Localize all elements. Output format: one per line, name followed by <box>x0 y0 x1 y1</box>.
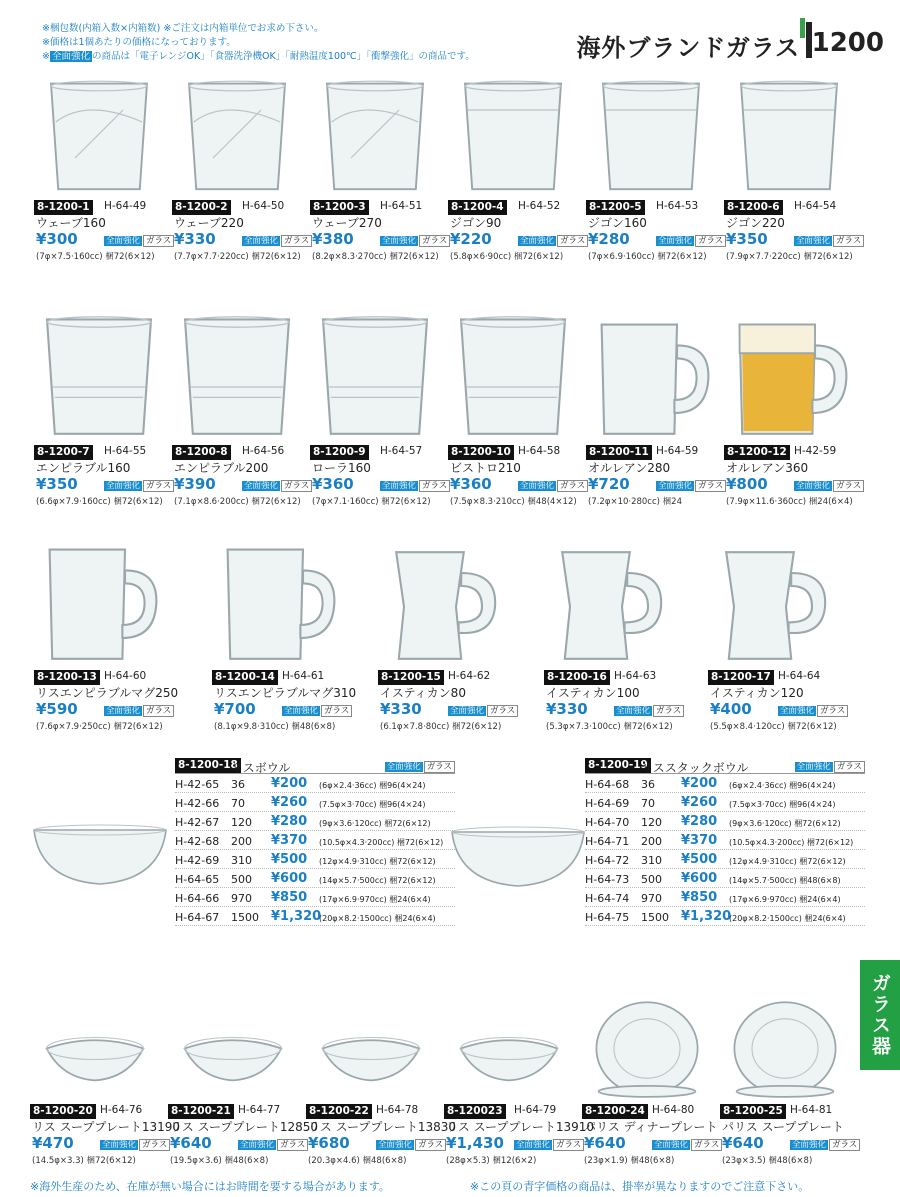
table-row <box>585 795 865 812</box>
product-name: ジゴン160 <box>588 216 647 230</box>
product-hcode: H-64-61 <box>282 670 325 682</box>
bowl-title <box>585 758 865 774</box>
product-code: 8-1200-12 <box>724 445 790 460</box>
tea-glass-icon <box>544 534 682 664</box>
product-price: ¥720 <box>588 475 630 493</box>
row-price: ¥280 <box>681 814 718 829</box>
product-code: 8-1200-7 <box>34 445 93 460</box>
product-name: イスティカン80 <box>380 686 466 700</box>
row-spec: (9φ×3.6·120cc) 梱72(6×12) <box>729 819 841 828</box>
product-hcode: H-64-77 <box>238 1104 281 1116</box>
product-spec: (5.5φ×8.4·120cc) 梱72(6×12) <box>710 722 837 732</box>
product-hcode: H-64-64 <box>778 670 821 682</box>
product-price: ¥300 <box>36 230 78 248</box>
row-size: 70 <box>231 797 245 810</box>
product-item <box>306 988 457 1178</box>
header-accent <box>800 18 805 38</box>
row-spec: (20φ×8.2·1500cc) 梱24(6×4) <box>729 914 846 923</box>
product-name: オルレアン280 <box>588 461 671 475</box>
row-size: 120 <box>231 816 252 829</box>
material-tag: 全面強化 ガラス <box>518 479 588 491</box>
soup-plate-icon <box>30 988 168 1098</box>
row-hcode: H-64-72 <box>585 854 630 867</box>
product-item <box>378 534 516 744</box>
product-name: ローラ160 <box>312 461 371 475</box>
product-item <box>30 988 181 1178</box>
row-size: 36 <box>641 778 655 791</box>
glass-bistro-icon <box>448 309 586 439</box>
product-item <box>212 534 357 744</box>
product-item <box>586 74 724 274</box>
row-price: ¥600 <box>271 871 308 886</box>
product-hcode: H-64-50 <box>242 200 285 212</box>
glass-gigogne-icon <box>586 74 724 194</box>
product-hcode: H-64-56 <box>242 445 285 457</box>
product-spec: (19.5φ×3.6) 梱48(6×8) <box>170 1156 269 1166</box>
beer-mug-full-icon <box>724 309 862 439</box>
product-code: 8-1200-16 <box>544 670 610 685</box>
row-price: ¥600 <box>681 871 718 886</box>
product-code: 8-1200-13 <box>34 670 100 685</box>
product-name: エンピラブル200 <box>174 461 269 475</box>
product-hcode: H-64-76 <box>100 1104 143 1116</box>
glass-gigogne-icon <box>724 74 862 194</box>
product-name: ビストロ210 <box>450 461 521 475</box>
row-spec: (6φ×2.4·36cc) 梱96(4×24) <box>319 781 426 790</box>
row-spec: (20φ×8.2·1500cc) 梱24(6×4) <box>319 914 436 923</box>
product-hcode: H-64-53 <box>656 200 699 212</box>
product-hcode: H-42-59 <box>794 445 837 457</box>
row-price: ¥370 <box>271 833 308 848</box>
product-hcode: H-64-78 <box>376 1104 419 1116</box>
material-tag: 全面強化 ガラス <box>242 479 312 491</box>
material-tag: 全面強化 ガラス <box>794 234 864 246</box>
material-tag: 全面強化 ガラス <box>376 1138 446 1150</box>
glass-lola-icon <box>310 309 448 439</box>
product-price: ¥330 <box>174 230 216 248</box>
product-code: 8-1200-3 <box>310 200 369 215</box>
product-spec: (7.7φ×7.7·220cc) 梱72(6×12) <box>174 252 301 262</box>
product-price: ¥330 <box>546 700 588 718</box>
product-price: ¥380 <box>312 230 354 248</box>
product-name: リスエンピラブルマグ250 <box>36 686 179 700</box>
product-spec: (14.5φ×3.3) 梱72(6×12) <box>32 1156 136 1166</box>
product-price: ¥360 <box>450 475 492 493</box>
product-hcode: H-64-57 <box>380 445 423 457</box>
product-spec: (7.9φ×7.7·220cc) 梱72(6×12) <box>726 252 853 262</box>
table-row <box>585 871 865 888</box>
product-name: イスティカン100 <box>546 686 640 700</box>
product-item <box>172 74 310 274</box>
row-spec: (7.5φ×3·70cc) 梱96(4×24) <box>319 800 426 809</box>
product-code: 8-1200-6 <box>724 200 783 215</box>
product-spec: (7.9φ×11.6·360cc) 梱24(6×4) <box>726 497 853 507</box>
material-tag: 全面強化 ガラス <box>104 704 174 716</box>
product-item <box>724 74 862 274</box>
table-row <box>175 909 455 926</box>
row-price: ¥1,320 <box>271 909 322 924</box>
row-spec: (17φ×6.9·970cc) 梱24(6×4) <box>729 895 841 904</box>
product-item <box>448 74 586 274</box>
row-price: ¥500 <box>681 852 718 867</box>
page-number: 1200 <box>811 28 884 58</box>
row-size: 1500 <box>231 911 259 924</box>
product-price: ¥400 <box>710 700 752 718</box>
table-row <box>175 852 455 869</box>
row-hcode: H-42-69 <box>175 854 220 867</box>
product-price: ¥800 <box>726 475 768 493</box>
material-tag: 全面強化 ガラス <box>242 234 312 246</box>
row-size: 500 <box>641 873 662 886</box>
product-hcode: H-64-51 <box>380 200 423 212</box>
product-hcode: H-64-52 <box>518 200 561 212</box>
table-row <box>175 890 455 907</box>
product-spec: (5.8φ×6·90cc) 梱72(6×12) <box>450 252 564 262</box>
row-price: ¥260 <box>681 795 718 810</box>
product-item <box>34 74 172 274</box>
material-tag: 全面強化 ガラス <box>778 704 848 716</box>
product-spec: (7.2φ×10·280cc) 梱24 <box>588 497 682 507</box>
product-name: リスボウル <box>231 761 291 775</box>
product-name: ウェーブ160 <box>36 216 106 230</box>
product-code: 8-1200-2 <box>172 200 231 215</box>
row-spec: (10.5φ×4.3·200cc) 梱72(6×12) <box>729 838 854 847</box>
row-size: 70 <box>641 797 655 810</box>
product-code: 8-1200-11 <box>586 445 652 460</box>
row-hcode: H-42-68 <box>175 835 220 848</box>
row-hcode: H-64-65 <box>175 873 220 886</box>
glass-wave-icon <box>34 74 172 194</box>
product-code: 8-1200-24 <box>582 1104 648 1119</box>
glass-stack-icon <box>34 309 172 439</box>
glass-wave-icon <box>172 74 310 194</box>
row-hcode: H-64-69 <box>585 797 630 810</box>
product-item <box>310 74 448 274</box>
product-item <box>34 309 172 519</box>
product-name: パリス ディナープレート <box>584 1120 718 1134</box>
row-hcode: H-64-70 <box>585 816 630 829</box>
product-code: 8-1200-22 <box>306 1104 372 1119</box>
row-hcode: H-42-65 <box>175 778 220 791</box>
row-price: ¥200 <box>271 776 308 791</box>
product-code: 8-1200-10 <box>448 445 514 460</box>
material-tag: 全面強化 ガラス <box>104 479 174 491</box>
row-size: 970 <box>231 892 252 905</box>
table-row <box>175 776 455 793</box>
tea-glass-icon <box>378 534 516 664</box>
row-price: ¥1,320 <box>681 909 732 924</box>
material-tag: 全面強化 ガラス <box>104 234 174 246</box>
product-spec: (23φ×3.5) 梱48(6×8) <box>722 1156 813 1166</box>
product-price: ¥330 <box>380 700 422 718</box>
product-price: ¥220 <box>450 230 492 248</box>
product-price: ¥640 <box>584 1134 626 1152</box>
material-tag: 全面強化 ガラス <box>790 1138 860 1150</box>
table-row <box>585 890 865 907</box>
row-price: ¥370 <box>681 833 718 848</box>
product-price: ¥360 <box>312 475 354 493</box>
material-tag: 全面強化 ガラス <box>282 704 352 716</box>
product-item <box>448 309 586 519</box>
product-name: リスエンピラブルマグ310 <box>214 686 357 700</box>
product-hcode: H-64-55 <box>104 445 147 457</box>
row-price: ¥200 <box>681 776 718 791</box>
product-spec: (28φ×5.3) 梱12(6×2) <box>446 1156 537 1166</box>
product-hcode: H-64-81 <box>790 1104 833 1116</box>
row-hcode: H-64-68 <box>585 778 630 791</box>
product-name: リス スーププレート13830 <box>308 1120 457 1134</box>
tea-glass-icon <box>708 534 846 664</box>
product-hcode: H-64-49 <box>104 200 147 212</box>
product-code: 8-1200-17 <box>708 670 774 685</box>
product-code: 8-1200-21 <box>168 1104 234 1119</box>
product-hcode: H-64-59 <box>656 445 699 457</box>
dinner-plate-icon <box>720 988 858 1098</box>
table-row <box>175 795 455 812</box>
product-item <box>310 309 448 519</box>
product-hcode: H-64-58 <box>518 445 561 457</box>
dinner-plate-icon <box>582 988 720 1098</box>
material-tag: 全面強化 ガラス <box>652 1138 722 1150</box>
product-spec: (8.2φ×8.3·270cc) 梱72(6×12) <box>312 252 439 262</box>
row-spec: (9φ×3.6·120cc) 梱72(6×12) <box>319 819 431 828</box>
product-name: ジゴン220 <box>726 216 785 230</box>
material-tag: 全面強化 ガラス <box>448 704 518 716</box>
product-name: リス スーププレート13910 <box>446 1120 595 1134</box>
product-price: ¥1,430 <box>446 1134 504 1152</box>
row-spec: (10.5φ×4.3·200cc) 梱72(6×12) <box>319 838 444 847</box>
product-code: 8-1200-19 <box>585 758 651 773</box>
row-hcode: H-64-66 <box>175 892 220 905</box>
product-price: ¥470 <box>32 1134 74 1152</box>
product-name: イスティカン120 <box>710 686 804 700</box>
row-hcode: H-64-74 <box>585 892 630 905</box>
product-name: リス スーププレート13190 <box>32 1120 181 1134</box>
footer-note: ※この頁の青字価格の商品は、掛率が異なりますのでご注意下さい。 <box>470 1180 810 1193</box>
bowl-icon <box>30 820 170 894</box>
row-hcode: H-64-67 <box>175 911 220 924</box>
row-hcode: H-64-75 <box>585 911 630 924</box>
product-item <box>708 534 846 744</box>
row-price: ¥280 <box>271 814 308 829</box>
product-spec: (7.6φ×7.9·250cc) 梱72(6×12) <box>36 722 163 732</box>
product-price: ¥680 <box>308 1134 350 1152</box>
note-line: ※ 全面強化 の商品は「電子レンジOK」「食器洗浄機OK」「耐熱温度100℃」「衝撃強化」の商品です。 <box>42 51 475 62</box>
product-code: 8-1200-20 <box>30 1104 96 1119</box>
table-row <box>175 833 455 850</box>
product-item <box>444 988 595 1178</box>
mug-icon <box>212 534 350 664</box>
material-tag: 全面強化 ガラス <box>385 760 455 772</box>
product-name: ジゴン90 <box>450 216 502 230</box>
row-size: 120 <box>641 816 662 829</box>
row-spec: (12φ×4.9·310cc) 梱72(6×12) <box>729 857 846 866</box>
row-size: 500 <box>231 873 252 886</box>
glass-stack-icon <box>172 309 310 439</box>
product-item <box>582 988 720 1178</box>
row-spec: (14φ×5.7·500cc) 梱72(6×12) <box>319 876 436 885</box>
product-hcode: H-64-54 <box>794 200 837 212</box>
product-price: ¥640 <box>722 1134 764 1152</box>
product-item <box>172 309 310 519</box>
note-line: ※価格は1個あたりの価格になっております。 <box>42 37 236 48</box>
glass-gigogne-icon <box>448 74 586 194</box>
product-hcode: H-64-62 <box>448 670 491 682</box>
bowl-table <box>585 758 865 928</box>
mug-icon <box>34 534 172 664</box>
table-row <box>585 852 865 869</box>
product-name: リススタックボウル <box>641 761 749 775</box>
product-code: 8-1200-14 <box>212 670 278 685</box>
product-name: オルレアン360 <box>726 461 809 475</box>
soup-plate-icon <box>306 988 444 1098</box>
material-tag: 全面強化 ガラス <box>100 1138 170 1150</box>
product-name: リス スーププレート12850 <box>170 1120 319 1134</box>
bowl-icon <box>448 822 588 896</box>
product-item <box>544 534 682 744</box>
note-badge: 全面強化 <box>51 51 90 62</box>
row-size: 1500 <box>641 911 669 924</box>
product-spec: (7φ×7.1·160cc) 梱72(6×12) <box>312 497 431 507</box>
product-spec: (5.3φ×7.3·100cc) 梱72(6×12) <box>546 722 673 732</box>
table-row <box>175 814 455 831</box>
product-price: ¥350 <box>726 230 768 248</box>
product-name: パリス スーププレート <box>722 1120 844 1134</box>
row-price: ¥500 <box>271 852 308 867</box>
bowl-title <box>175 758 455 774</box>
product-name: エンピラブル160 <box>36 461 131 475</box>
glass-wave-icon <box>310 74 448 194</box>
row-spec: (12φ×4.9·310cc) 梱72(6×12) <box>319 857 436 866</box>
material-tag: 全面強化 ガラス <box>656 479 726 491</box>
product-price: ¥640 <box>170 1134 212 1152</box>
page-title: 海外ブランドガラス <box>576 34 800 62</box>
product-item <box>168 988 319 1178</box>
row-hcode: H-64-73 <box>585 873 630 886</box>
soup-plate-icon <box>168 988 306 1098</box>
product-code: 8-1200-25 <box>720 1104 786 1119</box>
product-item <box>724 309 862 519</box>
product-item <box>586 309 724 519</box>
product-code: 8-1200-8 <box>172 445 231 460</box>
row-hcode: H-42-66 <box>175 797 220 810</box>
product-hcode: H-64-63 <box>614 670 657 682</box>
product-price: ¥390 <box>174 475 216 493</box>
product-hcode: H-64-80 <box>652 1104 695 1116</box>
table-row <box>585 909 865 926</box>
product-spec: (6.6φ×7.9·160cc) 梱72(6×12) <box>36 497 163 507</box>
side-label: ガラス器 <box>860 960 900 1070</box>
notes <box>42 22 475 64</box>
material-tag: 全面強化 ガラス <box>795 760 865 772</box>
product-item <box>720 988 858 1178</box>
product-spec: (7φ×6.9·160cc) 梱72(6×12) <box>588 252 707 262</box>
material-tag: 全面強化 ガラス <box>380 479 450 491</box>
row-spec: (14φ×5.7·500cc) 梱48(6×8) <box>729 876 841 885</box>
bowl-table <box>175 758 455 928</box>
note-line: ※梱包数(内箱入数×内箱数) ※ご注文は内箱単位でお求め下さい。 <box>42 23 324 34</box>
product-code: 8-120023 <box>444 1104 506 1119</box>
product-spec: (23φ×1.9) 梱48(6×8) <box>584 1156 675 1166</box>
product-name: ウェーブ220 <box>174 216 244 230</box>
product-spec: (7.5φ×8.3·210cc) 梱48(4×12) <box>450 497 577 507</box>
product-hcode: H-64-79 <box>514 1104 557 1116</box>
product-price: ¥350 <box>36 475 78 493</box>
row-size: 200 <box>231 835 252 848</box>
material-tag: 全面強化 ガラス <box>514 1138 584 1150</box>
row-spec: (7.5φ×3·70cc) 梱96(4×24) <box>729 800 836 809</box>
table-row <box>175 871 455 888</box>
page-header <box>560 18 900 62</box>
row-spec: (17φ×6.9·970cc) 梱24(6×4) <box>319 895 431 904</box>
row-size: 36 <box>231 778 245 791</box>
product-spec: (6.1φ×7.8·80cc) 梱72(6×12) <box>380 722 502 732</box>
row-size: 310 <box>231 854 252 867</box>
row-hcode: H-64-71 <box>585 835 630 848</box>
product-price: ¥590 <box>36 700 78 718</box>
material-tag: 全面強化 ガラス <box>518 234 588 246</box>
material-tag: 全面強化 ガラス <box>656 234 726 246</box>
soup-plate-icon <box>444 988 582 1098</box>
row-size: 200 <box>641 835 662 848</box>
product-spec: (8.1φ×9.8·310cc) 梱48(6×8) <box>214 722 336 732</box>
product-spec: (7φ×7.5·160cc) 梱72(6×12) <box>36 252 155 262</box>
row-size: 310 <box>641 854 662 867</box>
product-code: 8-1200-5 <box>586 200 645 215</box>
product-price: ¥280 <box>588 230 630 248</box>
footer-note: ※海外生産のため、在庫が無い場合にはお時間を要する場合があります。 <box>30 1180 390 1193</box>
beer-mug-icon <box>586 309 724 439</box>
product-spec: (7.1φ×8.6·200cc) 梱72(6×12) <box>174 497 301 507</box>
row-size: 970 <box>641 892 662 905</box>
row-price: ¥260 <box>271 795 308 810</box>
table-row <box>585 814 865 831</box>
material-tag: 全面強化 ガラス <box>794 479 864 491</box>
row-price: ¥850 <box>681 890 718 905</box>
table-row <box>585 776 865 793</box>
material-tag: 全面強化 ガラス <box>380 234 450 246</box>
product-code: 8-1200-18 <box>175 758 241 773</box>
product-code: 8-1200-15 <box>378 670 444 685</box>
material-tag: 全面強化 ガラス <box>238 1138 308 1150</box>
product-code: 8-1200-1 <box>34 200 93 215</box>
row-spec: (6φ×2.4·36cc) 梱96(4×24) <box>729 781 836 790</box>
product-spec: (20.3φ×4.6) 梱48(6×8) <box>308 1156 407 1166</box>
table-row <box>585 833 865 850</box>
row-price: ¥850 <box>271 890 308 905</box>
product-code: 8-1200-9 <box>310 445 369 460</box>
product-name: ウェーブ270 <box>312 216 382 230</box>
product-item <box>34 534 179 744</box>
product-hcode: H-64-60 <box>104 670 147 682</box>
row-hcode: H-42-67 <box>175 816 220 829</box>
material-tag: 全面強化 ガラス <box>614 704 684 716</box>
product-code: 8-1200-4 <box>448 200 507 215</box>
product-price: ¥700 <box>214 700 256 718</box>
